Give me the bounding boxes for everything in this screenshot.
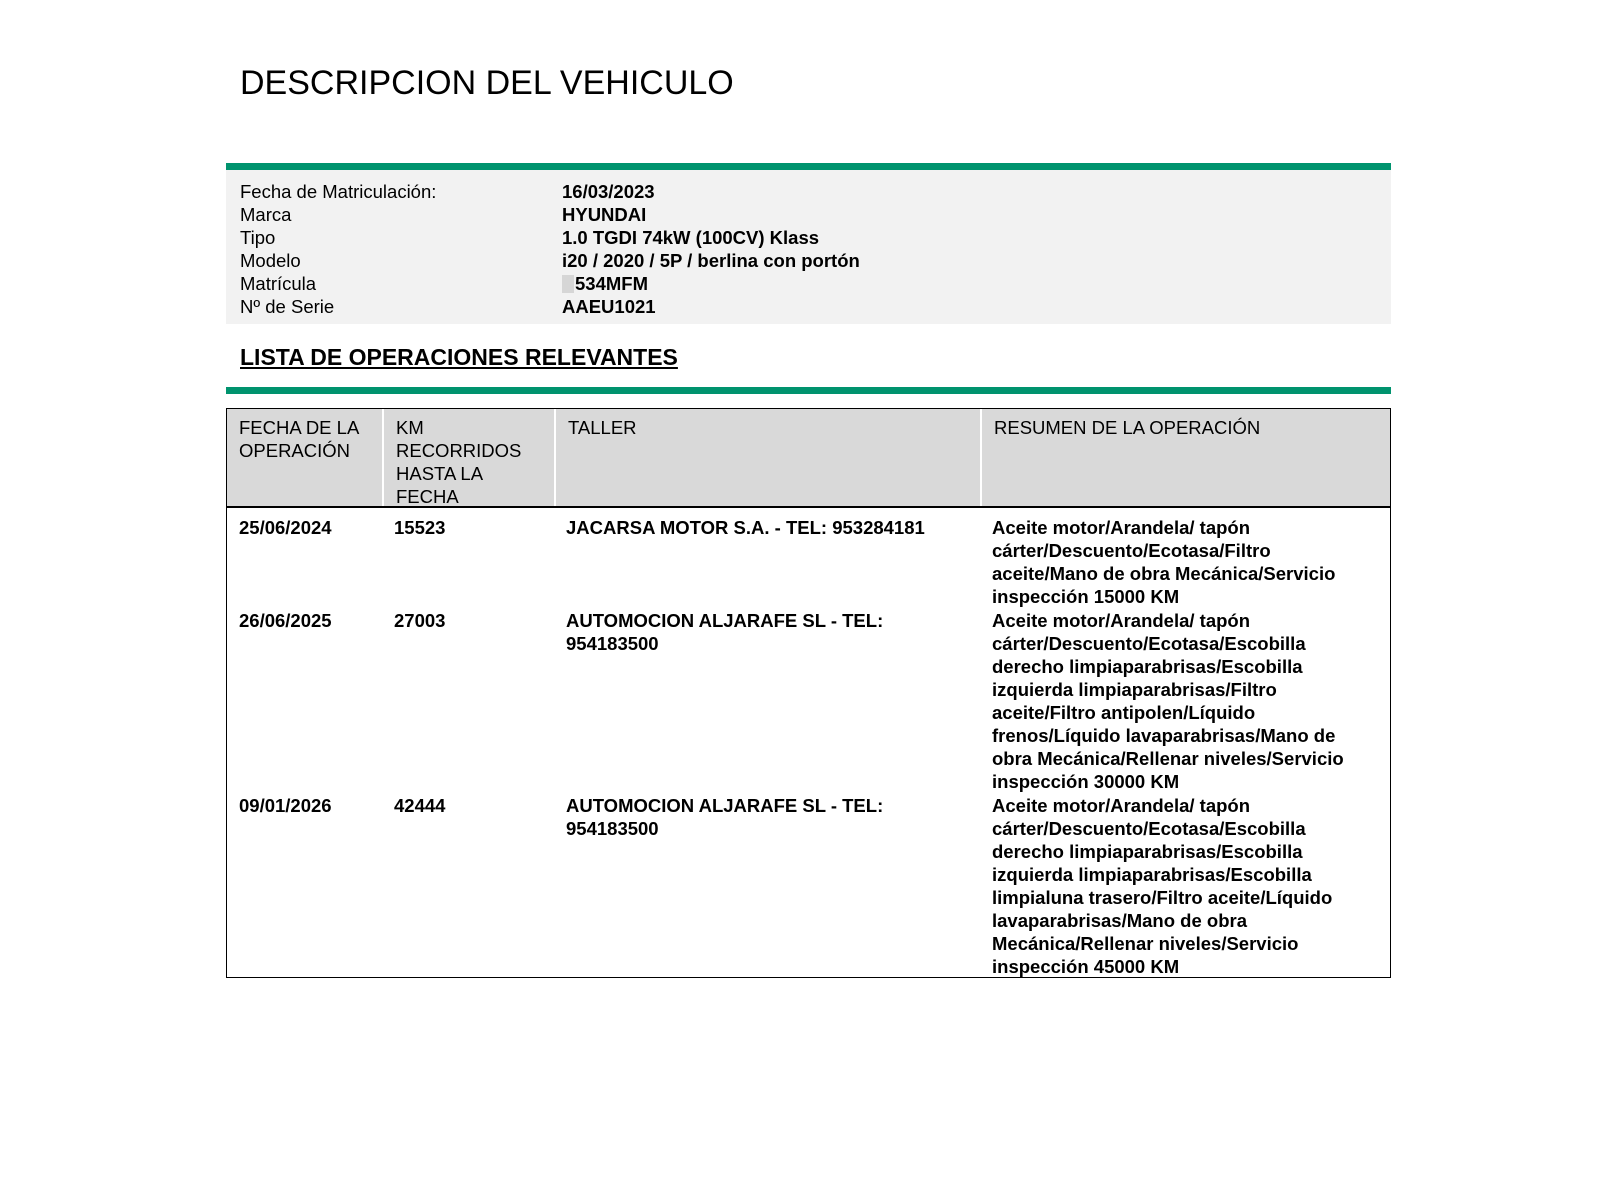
vehicle-value: AAEU1021 xyxy=(562,296,656,317)
cell-workshop: AUTOMOCION ALJARAFE SL - TEL: 954183500 xyxy=(566,795,884,839)
plate-number: 534MFM xyxy=(575,273,648,294)
vehicle-label: Tipo xyxy=(240,227,276,248)
table-row xyxy=(227,609,1390,793)
vehicle-label: Matrícula xyxy=(240,273,317,294)
page-title: DESCRIPCION DEL VEHICULO xyxy=(240,64,734,102)
header-summary: RESUMEN DE LA OPERACIÓN xyxy=(980,409,1390,506)
cell-summary: Aceite motor/Arandela/ tapón cárter/Descuento/Ecotasa/Filtro aceite/Mano de obra Mecánica/Servicio inspección 15000 KM xyxy=(992,517,1336,607)
cell-summary: Aceite motor/Arandela/ tapón cárter/Descuento/Ecotasa/Escobilla derecho limpiaparabrisas/Escobilla izquierda limpiaparabrisas/Filtro aceite/Filtro antipolen/Líquido frenos/Líquido lavaparabrisas/Mano de obra Mecánica/Rellenar niveles/Servicio inspección 30000 KM xyxy=(992,610,1344,792)
vehicle-label: Nº de Serie xyxy=(240,296,335,317)
cell-date: 26/06/2025 xyxy=(239,610,332,631)
operations-table xyxy=(226,408,1391,978)
vehicle-value: 1.0 TGDI 74kW (100CV) Klass xyxy=(562,227,820,248)
cell-km: 15523 xyxy=(394,517,446,538)
cell-workshop: AUTOMOCION ALJARAFE SL - TEL: 954183500 xyxy=(566,610,884,654)
table-row xyxy=(227,794,1390,978)
cell-km: 27003 xyxy=(394,610,446,631)
operations-table-header xyxy=(227,409,1390,508)
header-workshop: TALLER xyxy=(554,409,980,506)
cell-summary: Aceite motor/Arandela/ tapón cárter/Descuento/Ecotasa/Escobilla derecho limpiaparabrisas/Escobilla izquierda limpiaparabrisas/Escobilla limpialuna trasero/Filtro aceite/Líquido lavaparabrisas/Mano de obra Mecánica/Rellenar niveles/Servicio inspección 45000 KM xyxy=(992,795,1333,977)
vehicle-value: HYUNDAI xyxy=(562,204,647,225)
header-date: FECHA DE LA OPERACIÓN xyxy=(227,409,382,506)
vehicle-value xyxy=(562,272,648,295)
redaction-mark xyxy=(562,275,574,293)
operations-section-title: LISTA DE OPERACIONES RELEVANTES xyxy=(240,344,678,370)
cell-workshop: JACARSA MOTOR S.A. - TEL: 953284181 xyxy=(566,517,925,538)
vehicle-label: Fecha de Matriculación: xyxy=(240,181,437,202)
table-row xyxy=(227,516,1390,608)
vehicle-value: 16/03/2023 xyxy=(562,181,655,202)
header-km: KM RECORRIDOS HASTA LA FECHA xyxy=(382,409,554,506)
operations-green-divider xyxy=(226,387,1391,394)
cell-date: 25/06/2024 xyxy=(239,517,332,538)
vehicle-label: Marca xyxy=(240,204,292,225)
top-green-divider xyxy=(226,163,1391,170)
vehicle-label: Modelo xyxy=(240,250,301,271)
cell-date: 09/01/2026 xyxy=(239,795,332,816)
vehicle-value: i20 / 2020 / 5P / berlina con portón xyxy=(562,250,860,271)
cell-km: 42444 xyxy=(394,795,446,816)
vehicle-info-panel xyxy=(226,170,1391,324)
